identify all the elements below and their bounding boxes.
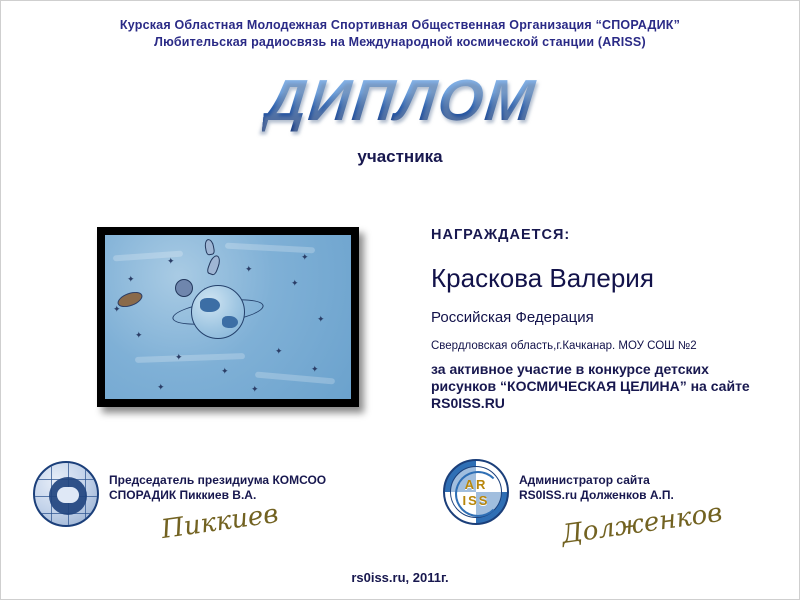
award-label: НАГРАЖДАЕТСЯ: bbox=[431, 227, 571, 243]
admin-autograph: Долженков bbox=[559, 497, 725, 551]
small-planet-shape bbox=[175, 279, 193, 297]
header-line-1: Курская Областная Молодежная Спортивная Общественная Организация “СПОРАДИК” bbox=[119, 18, 681, 32]
admin-text bbox=[519, 473, 769, 503]
chairman-text bbox=[109, 473, 389, 503]
ariss-emblem-text-top: AR bbox=[464, 477, 488, 492]
planet-shape bbox=[191, 285, 245, 339]
ariss-emblem-text-bottom: ISS bbox=[462, 493, 490, 508]
chairman-autograph: Пиккиев bbox=[159, 498, 281, 546]
admin-line-1: Администратор сайта bbox=[519, 473, 650, 487]
footer-site-year: rs0iss.ru, 2011г. bbox=[351, 570, 449, 585]
winner-country: Российская Федерация bbox=[431, 309, 594, 326]
winner-region: Свердловская область,г.Качканар. МОУ СОШ №2 bbox=[431, 340, 697, 352]
chairman-line-2: СПОРАДИК Пиккиев В.А. bbox=[109, 488, 257, 502]
page-subtitle: участника bbox=[357, 147, 443, 166]
chairman-line-1: Председатель президиума КОМСОО bbox=[109, 473, 327, 487]
rocket-shape bbox=[206, 254, 222, 276]
artwork-frame bbox=[97, 227, 359, 407]
komsoo-sporadik-emblem-icon bbox=[33, 461, 99, 527]
page-title: ДИПЛОМ bbox=[261, 68, 539, 133]
title-block bbox=[1, 67, 799, 134]
rocket-shape-2 bbox=[204, 238, 216, 255]
organization-header bbox=[1, 17, 799, 51]
winner-name: Краскова Валерия bbox=[431, 263, 654, 293]
award-reason: за активное участие в конкурсе детских рисунков “КОСМИЧЕСКАЯ ЦЕЛИНА” на сайте RS0ISS.RU bbox=[431, 361, 750, 411]
artwork-image: ✦ ✦ ✦ ✦ ✦ ✦ ✦ ✦ ✦ ✦ ✦ ✦ ✦ ✦ bbox=[105, 235, 351, 399]
admin-line-2: RS0ISS.ru Долженков А.П. bbox=[519, 488, 674, 502]
ariss-emblem-icon bbox=[443, 459, 509, 525]
header-line-2: Любительская радиосвязь на Международной космической станции (ARISS) bbox=[154, 35, 646, 49]
